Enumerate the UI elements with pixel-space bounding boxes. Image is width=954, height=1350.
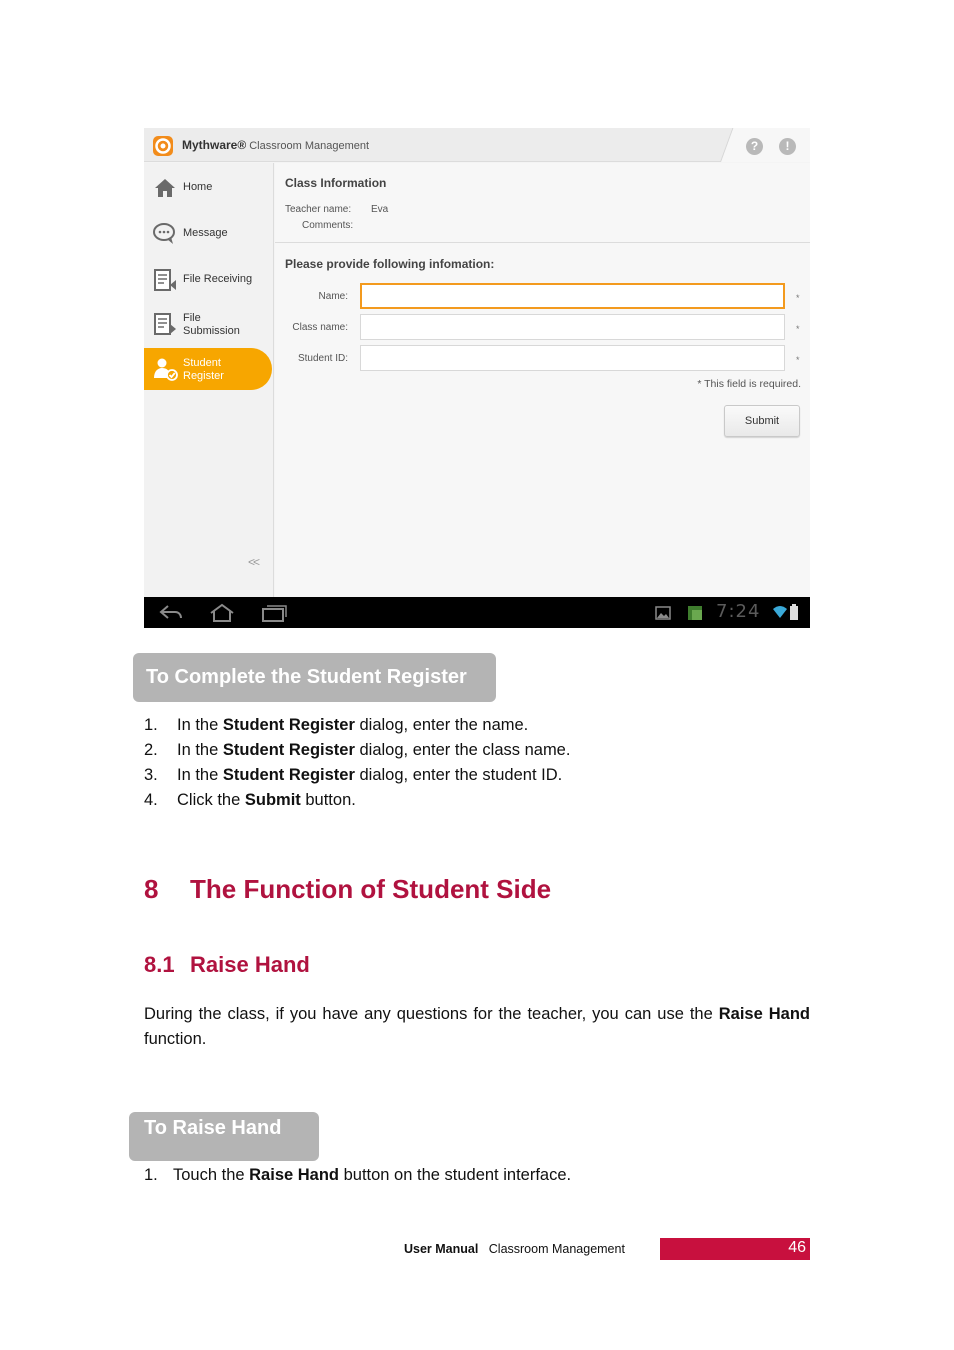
message-icon bbox=[152, 221, 178, 247]
step-text: button on the student interface. bbox=[339, 1166, 572, 1184]
register-steps-list bbox=[144, 716, 570, 816]
class-name-label: Class name: bbox=[292, 322, 348, 333]
step-bold-text: Student Register bbox=[222, 741, 355, 759]
page-number: 46 bbox=[788, 1239, 806, 1256]
step-text: button. bbox=[300, 791, 356, 809]
step-text: Click the bbox=[177, 791, 245, 809]
app-title bbox=[182, 138, 369, 152]
sidebar-item-file-submission[interactable] bbox=[144, 303, 272, 345]
section-banner-complete-register bbox=[133, 653, 496, 702]
section-heading bbox=[144, 952, 310, 978]
class-information-panel bbox=[275, 163, 810, 243]
step-bold-text: Submit bbox=[244, 791, 301, 809]
raise-hand-paragraph bbox=[144, 1002, 810, 1052]
submit-button[interactable]: Submit bbox=[724, 405, 800, 437]
page-footer bbox=[404, 1242, 625, 1256]
sidebar-item-student-register[interactable] bbox=[144, 348, 272, 390]
list-item bbox=[144, 791, 570, 816]
raise-hand-steps-list bbox=[144, 1166, 571, 1191]
paragraph-text: During the class, if you have any questions for the teacher, you can use the bbox=[144, 1005, 719, 1023]
step-bold-text: Raise Hand bbox=[249, 1166, 340, 1184]
sidebar-item-label: Home bbox=[183, 181, 213, 193]
app-brand: Mythware® bbox=[182, 138, 247, 152]
app-title-bar bbox=[144, 128, 810, 162]
footer-manual-label: User Manual bbox=[404, 1242, 479, 1256]
banner-title: To Raise Hand bbox=[144, 1117, 282, 1139]
paragraph-bold-text: Raise Hand bbox=[718, 1005, 810, 1023]
list-item bbox=[144, 741, 570, 766]
app-screenshot bbox=[144, 128, 810, 628]
home-nav-icon[interactable] bbox=[208, 603, 236, 623]
mythware-logo-icon bbox=[152, 135, 174, 157]
class-name-required-mark: * bbox=[796, 324, 800, 334]
class-information-title: Class Information bbox=[285, 176, 387, 190]
title-tab-shape bbox=[720, 128, 810, 162]
section-number: 8.1 bbox=[144, 952, 175, 977]
step-text: In the bbox=[177, 766, 223, 784]
name-input[interactable] bbox=[360, 283, 785, 309]
collapse-sidebar-button[interactable]: << bbox=[248, 555, 259, 569]
step-text: dialog, enter the student ID. bbox=[354, 766, 563, 784]
paragraph-text: function. bbox=[144, 1030, 207, 1048]
list-item bbox=[144, 1166, 571, 1191]
class-name-input[interactable] bbox=[360, 314, 785, 340]
battery-icon bbox=[790, 604, 798, 620]
sidebar-item-label-line1: Student bbox=[183, 357, 221, 369]
student-id-input[interactable] bbox=[360, 345, 785, 371]
student-register-icon bbox=[152, 356, 178, 382]
back-icon[interactable] bbox=[158, 603, 184, 623]
sidebar-item-home[interactable] bbox=[144, 167, 272, 209]
android-system-bar bbox=[144, 597, 810, 628]
info-icon[interactable]: ! bbox=[779, 138, 796, 155]
list-item bbox=[144, 716, 570, 741]
sidebar-item-label bbox=[183, 357, 224, 383]
teacher-name-value: Eva bbox=[371, 204, 389, 215]
picture-notification-icon bbox=[655, 606, 671, 620]
name-required-mark: * bbox=[796, 293, 800, 303]
file-receiving-icon bbox=[152, 267, 178, 293]
list-item bbox=[144, 766, 570, 791]
page-number-bar bbox=[660, 1238, 810, 1260]
sidebar-item-label: Message bbox=[183, 227, 228, 239]
comments-label: Comments: bbox=[302, 220, 354, 231]
section-banner-raise-hand bbox=[129, 1112, 319, 1161]
step-text: dialog, enter the class name. bbox=[354, 741, 571, 759]
app-subtitle: Classroom Management bbox=[249, 140, 370, 152]
sidebar bbox=[144, 163, 274, 597]
sidebar-item-label-line2: Submission bbox=[183, 325, 240, 337]
home-icon bbox=[152, 175, 178, 201]
main-content bbox=[275, 163, 810, 597]
step-bold-text: Student Register bbox=[222, 716, 355, 734]
sidebar-item-label-line2: Register bbox=[183, 370, 224, 382]
student-id-required-mark: * bbox=[796, 355, 800, 365]
wifi-icon bbox=[772, 605, 788, 619]
file-submission-icon bbox=[152, 311, 178, 337]
sidebar-item-label bbox=[183, 312, 240, 338]
chapter-number: 8 bbox=[144, 874, 159, 904]
recent-apps-icon[interactable] bbox=[260, 603, 288, 623]
student-id-label: Student ID: bbox=[297, 353, 348, 364]
step-number: 4. bbox=[144, 791, 158, 809]
required-field-note: * This field is required. bbox=[697, 378, 801, 390]
step-text: In the bbox=[177, 741, 223, 759]
step-number: 1. bbox=[144, 1166, 158, 1184]
step-text: Touch the bbox=[173, 1166, 250, 1184]
footer-product-label: Classroom Management bbox=[488, 1242, 625, 1256]
chapter-title: The Function of Student Side bbox=[190, 874, 552, 904]
step-text: In the bbox=[177, 716, 223, 734]
sidebar-item-label-line1: File bbox=[183, 312, 201, 324]
chapter-heading bbox=[144, 874, 551, 905]
teacher-name-label: Teacher name: bbox=[285, 204, 352, 215]
sidebar-item-message[interactable] bbox=[144, 213, 272, 255]
form-heading: Please provide following infomation: bbox=[285, 257, 495, 271]
step-bold-text: Student Register bbox=[222, 766, 355, 784]
step-number: 3. bbox=[144, 766, 158, 784]
sidebar-item-file-receiving[interactable] bbox=[144, 259, 272, 301]
step-number: 1. bbox=[144, 716, 158, 734]
name-label: Name: bbox=[318, 291, 348, 302]
sidebar-item-label: File Receiving bbox=[183, 273, 253, 285]
app-notification-icon bbox=[687, 605, 703, 621]
status-clock: 7:24 bbox=[716, 601, 761, 622]
step-text: dialog, enter the name. bbox=[354, 716, 529, 734]
banner-title: To Complete the Student Register bbox=[146, 666, 467, 688]
help-icon[interactable]: ? bbox=[746, 138, 763, 155]
step-number: 2. bbox=[144, 741, 158, 759]
section-title: Raise Hand bbox=[190, 952, 310, 977]
